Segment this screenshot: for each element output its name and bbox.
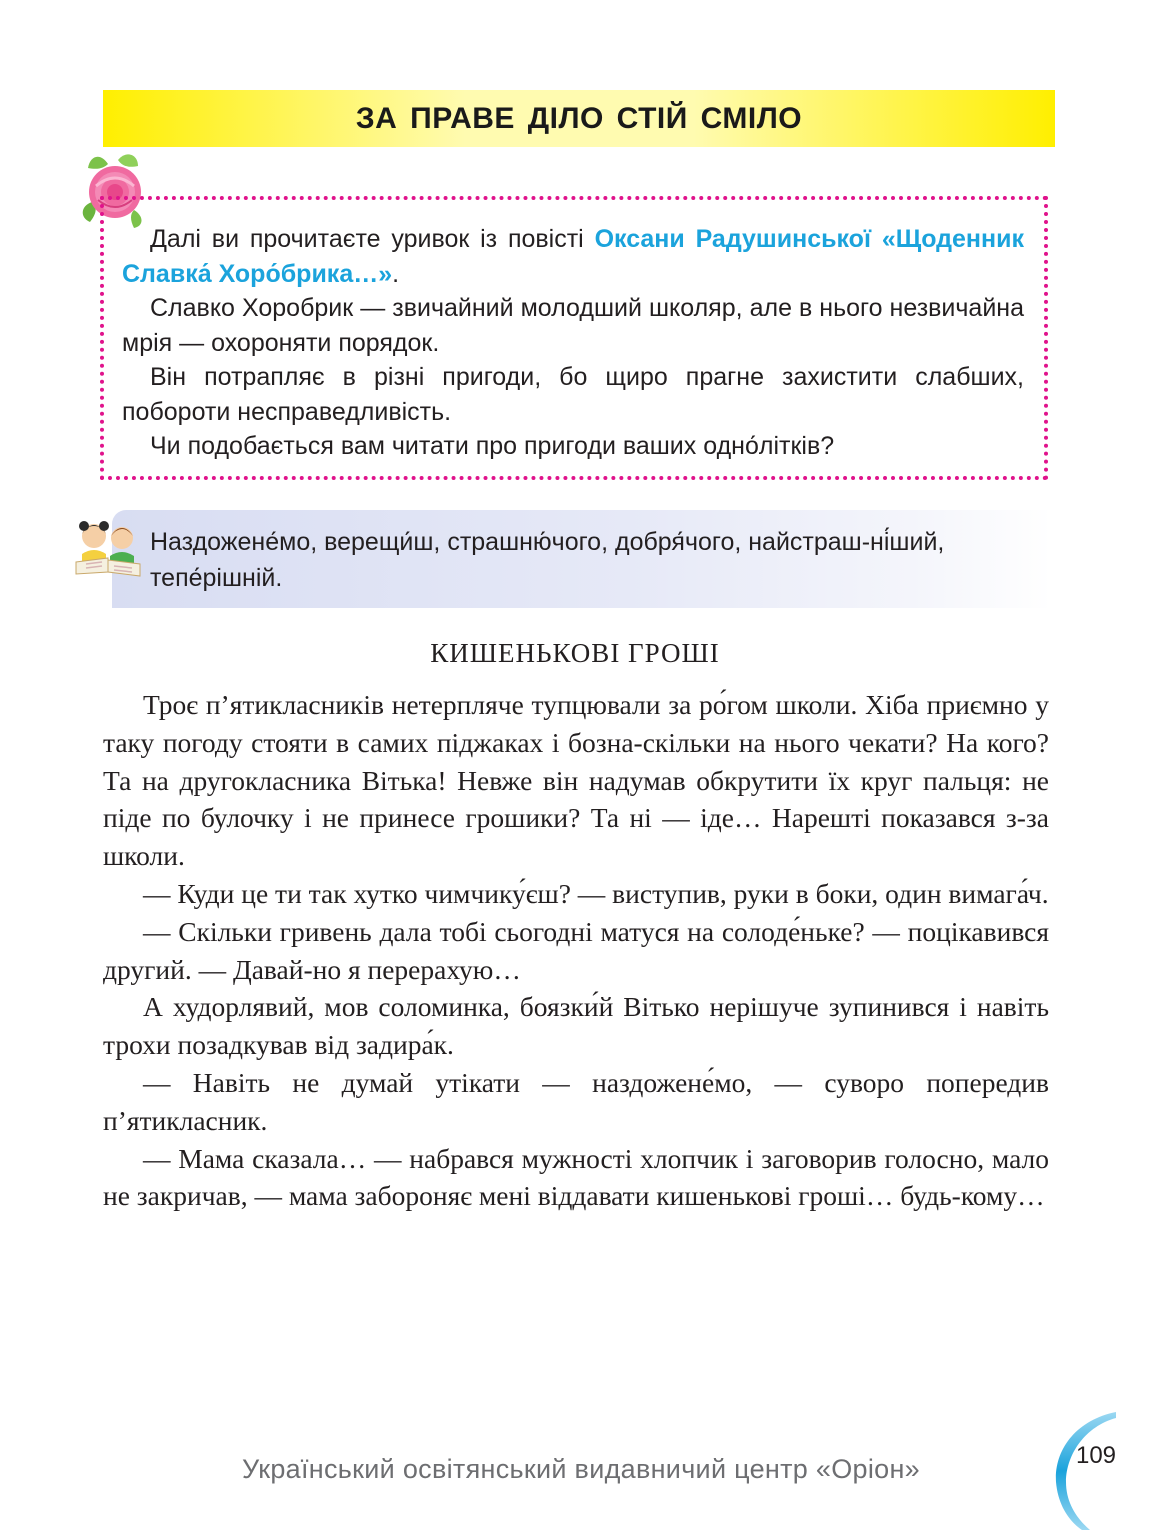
story-paragraph: Троє п’ятикласників нетерпляче тупцювали за ро́гом школи. Хіба приємно у таку погоду стояти в самих піджаках і бозна-скільки на нього чекати? На кого? Та на другокласника Вітька! Невже він надумав обкрутити їх круг пальця: не піде по булочку і не принесе грошики? Та ні — іде… Нарешті показався з-за школи. — [103, 689, 1049, 872]
story-text — [103, 686, 1049, 1215]
intro-text — [122, 222, 1024, 464]
vocabulary-words: Наздожене́мо, верещи́ш, страшню́чого, добря́чого, найстраш-ні́ший, тепе́рішній. — [150, 528, 945, 592]
story-title: КИШЕНЬКОВІ ГРОШІ — [430, 638, 720, 668]
intro-paragraph: Чи подобається вам читати про пригоди ваших одно́літків? — [150, 432, 835, 460]
book-title: «Щоденник Славка́ Хоро́брика…» — [122, 225, 1024, 288]
section-title-bar — [103, 90, 1055, 147]
intro-text-span: . — [392, 259, 400, 288]
author-name: Оксани Радушинської — [594, 225, 871, 253]
reading-kids-icon — [72, 514, 144, 578]
publisher-footer: Український освітянський видавничий центр «Оріон» — [242, 1454, 920, 1484]
story-paragraph: — Навіть не думай утікати — наздожене́мо, — суворо попередив п’ятикласник. — [103, 1066, 1049, 1136]
page-number-arc — [1046, 1410, 1162, 1530]
page-number: 109 — [1075, 1442, 1117, 1469]
intro-text-span — [871, 225, 882, 253]
intro-paragraph — [122, 222, 1024, 291]
story-paragraph: — Мама сказала… — набрався мужності хлопчик і заговорив голосно, мало не закричав, — мама забороняє мені віддавати кишенькові гроші… будь-кому… — [103, 1142, 1049, 1212]
intro-paragraph: Славко Хоробрик — звичайний молодший школяр, але в нього незвичайна мрія — охороняти порядок. — [122, 294, 1024, 357]
story-paragraph: — Скільки гривень дала тобі сьогодні матуся на солоде́ньке? — поцікавився другий. — Давай-но я перерахую… — [103, 915, 1049, 985]
intro-paragraph: Він потрапляє в різні пригоди, бо щиро прагне захистити слабших, побороти несправедливість. — [122, 363, 1024, 426]
story-paragraph: А худорлявий, мов соломинка, боязки́й Вітько нерішуче зупинився і навіть трохи позадкував від задира́к. — [103, 991, 1049, 1061]
intro-text-span: Далі ви прочитаєте уривок із повісті — [150, 225, 595, 253]
section-title: ЗА ПРАВЕ ДІЛО СТІЙ СМІЛО — [355, 101, 803, 135]
story-paragraph: — Куди це ти так хутко чимчику́єш? — виступив, руки в боки, один вимага́ч. — [143, 877, 1049, 909]
